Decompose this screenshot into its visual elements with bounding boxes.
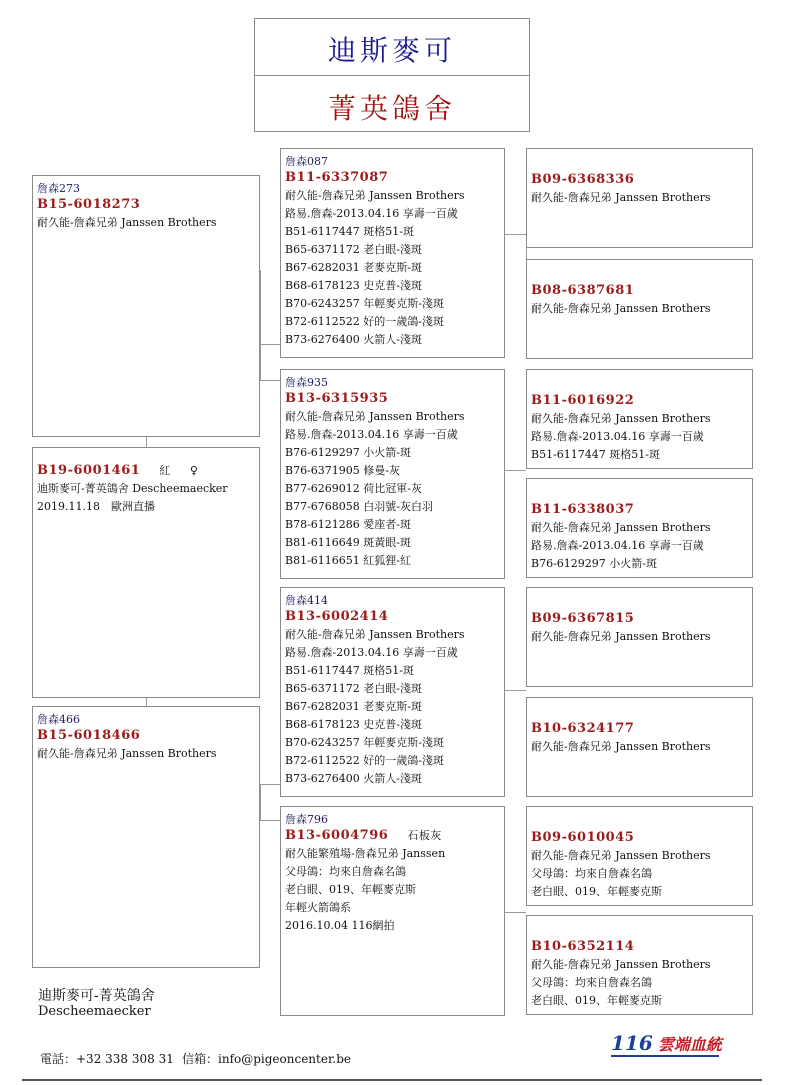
sire-label: 詹森273 bbox=[37, 182, 80, 195]
g3-line: 耐久能-詹森兄弟 Janssen Brothers bbox=[531, 958, 711, 971]
gen3-card[interactable] bbox=[526, 148, 753, 248]
g3-line: 父母鴿：均來自詹森名鴿 bbox=[531, 867, 652, 880]
g2-line: B73-6276400 火箭人-淺斑 bbox=[285, 772, 423, 785]
g2-ring: B11-6337087 bbox=[285, 170, 389, 185]
title-divider bbox=[255, 75, 529, 76]
dam-sire-card[interactable] bbox=[280, 587, 505, 797]
g3-line: B76-6129297 小火箭-斑 bbox=[531, 557, 658, 570]
connector-sire-branch-2 bbox=[260, 380, 280, 381]
gen3-card[interactable] bbox=[526, 915, 753, 1015]
dam-card[interactable] bbox=[32, 706, 260, 968]
g2-line: B81-6116649 斑黃眼-斑 bbox=[285, 536, 412, 549]
g2-line: B72-6112522 好的一歲鴿-淺斑 bbox=[285, 315, 444, 328]
female-icon: ♀ bbox=[189, 464, 199, 477]
g3-line: 耐久能-詹森兄弟 Janssen Brothers bbox=[531, 740, 711, 753]
connector-dam-branch-2 bbox=[260, 820, 280, 821]
subject-ring: B19-6001461 bbox=[37, 463, 141, 478]
g2-line: B76-6371905 修曼-灰 bbox=[285, 464, 401, 477]
g3-line: 路易.詹森-2013.04.16 享壽一百歲 bbox=[531, 430, 704, 443]
logo-number: 116 bbox=[611, 1031, 653, 1055]
g3-line: 耐久能-詹森兄弟 Janssen Brothers bbox=[531, 849, 711, 862]
g3-ring: B09-6367815 bbox=[531, 611, 635, 626]
g3-ring: B10-6324177 bbox=[531, 721, 635, 736]
connector-subject-to-dam bbox=[146, 698, 147, 706]
g3-line: 老白眼、019、年輕麥克斯 bbox=[531, 994, 662, 1007]
logo-text: 雲端血統 bbox=[657, 1035, 722, 1054]
g2-label: 詹森796 bbox=[285, 813, 328, 826]
g2-ring: B13-6002414 bbox=[285, 609, 389, 624]
subject-color: 紅 bbox=[159, 464, 171, 477]
g2-line: 耐久能繁殖場-詹森兄弟 Janssen bbox=[285, 847, 446, 860]
g2-line: 年輕火箭鴿系 bbox=[285, 901, 351, 914]
connector-g2c bbox=[504, 690, 526, 691]
g2-label: 詹森087 bbox=[285, 155, 328, 168]
subject-line: 迪斯麥可-菁英鴿舍 Descheemaecker bbox=[37, 482, 228, 495]
owner-name-en: Descheemaecker bbox=[38, 1004, 151, 1019]
owner-name: 迪斯麥可-菁英鴿舍 bbox=[38, 988, 155, 1004]
kennel-title: 迪斯麥可 bbox=[327, 34, 456, 67]
dam-label: 詹森466 bbox=[37, 713, 80, 726]
g2-line: B51-6117447 斑格51-斑 bbox=[285, 225, 414, 238]
g2-line: B51-6117447 斑格51-斑 bbox=[285, 664, 414, 677]
gen3-card[interactable] bbox=[526, 697, 753, 797]
footer-email: 信箱：info@pigeoncenter.be bbox=[182, 1052, 351, 1066]
g3-ring: B10-6352114 bbox=[531, 939, 635, 954]
g2-line: 耐久能-詹森兄弟 Janssen Brothers bbox=[285, 410, 465, 423]
g3-ring: B09-6010045 bbox=[531, 830, 635, 845]
g2-line: 路易.詹森-2013.04.16 享壽一百歲 bbox=[285, 646, 458, 659]
sire-ring: B15-6018273 bbox=[37, 197, 141, 212]
connector-dam-branch bbox=[260, 784, 280, 785]
g2-line: B70-6243257 年輕麥克斯-淺斑 bbox=[285, 736, 444, 749]
logo-underline bbox=[611, 1055, 719, 1057]
g2-label: 詹森414 bbox=[285, 594, 328, 607]
g3-line: 老白眼、019、年輕麥克斯 bbox=[531, 885, 662, 898]
connector-sire-branch-v bbox=[260, 270, 261, 380]
gen3-card[interactable] bbox=[526, 806, 753, 906]
sire-line: 耐久能-詹森兄弟 Janssen Brothers bbox=[37, 216, 217, 229]
g3-line: 耐久能-詹森兄弟 Janssen Brothers bbox=[531, 521, 711, 534]
gen3-card[interactable] bbox=[526, 369, 753, 469]
g2-line: 路易.詹森-2013.04.16 享壽一百歲 bbox=[285, 428, 458, 441]
footer-phone: 電話：+32 338 308 31 bbox=[40, 1052, 174, 1066]
sire-card[interactable] bbox=[32, 175, 260, 437]
g3-line: 耐久能-詹森兄弟 Janssen Brothers bbox=[531, 412, 711, 425]
g2-line: B68-6178123 史克普-淺斑 bbox=[285, 718, 423, 731]
logo bbox=[611, 1031, 722, 1057]
g2-line: B70-6243257 年輕麥克斯-淺斑 bbox=[285, 297, 444, 310]
g3-line: 路易.詹森-2013.04.16 享壽一百歲 bbox=[531, 539, 704, 552]
g2-line: 耐久能-詹森兄弟 Janssen Brothers bbox=[285, 628, 465, 641]
g3-line: 耐久能-詹森兄弟 Janssen Brothers bbox=[531, 191, 711, 204]
g2-line: B81-6116651 紅狐狸-紅 bbox=[285, 554, 412, 567]
connector-g2b bbox=[504, 470, 526, 471]
g2-line: 2016.10.04 116網拍 bbox=[285, 919, 395, 932]
g2-label: 詹森935 bbox=[285, 376, 328, 389]
dam-ring: B15-6018466 bbox=[37, 728, 141, 743]
g2-line: B77-6269012 荷比冠軍-灰 bbox=[285, 482, 423, 495]
connector-dam-branch-v bbox=[260, 784, 261, 820]
g2-line: B76-6129297 小火箭-斑 bbox=[285, 446, 412, 459]
g2-line: B65-6371172 老白眼-淺斑 bbox=[285, 682, 423, 695]
title-block bbox=[254, 18, 530, 132]
g3-ring: B08-6387681 bbox=[531, 283, 635, 298]
connector-sire-branch bbox=[260, 344, 280, 345]
g3-ring: B09-6368336 bbox=[531, 172, 635, 187]
loft-title: 菁英鴿舍 bbox=[327, 92, 456, 125]
g2-line: B77-6768058 白羽號-灰白羽 bbox=[285, 500, 434, 513]
g2-line: B73-6276400 火箭人-淺斑 bbox=[285, 333, 423, 346]
g3-ring: B11-6016922 bbox=[531, 393, 635, 408]
g3-line: 耐久能-詹森兄弟 Janssen Brothers bbox=[531, 302, 711, 315]
g2-line: 父母鴿：均來自詹森名鴿 bbox=[285, 865, 406, 878]
g3-line: 耐久能-詹森兄弟 Janssen Brothers bbox=[531, 630, 711, 643]
connector-g2d bbox=[504, 912, 526, 913]
sire-sire-card[interactable] bbox=[280, 148, 505, 358]
subject-card[interactable] bbox=[32, 447, 260, 698]
gen3-card[interactable] bbox=[526, 587, 753, 687]
g2-line: B65-6371172 老白眼-淺斑 bbox=[285, 243, 423, 256]
g2-line: B67-6282031 老麥克斯-斑 bbox=[285, 700, 423, 713]
g2-line: B72-6112522 好的一歲鴿-淺斑 bbox=[285, 754, 444, 767]
g3-line: B51-6117447 斑格51-斑 bbox=[531, 448, 660, 461]
g2-line: 路易.詹森-2013.04.16 享壽一百歲 bbox=[285, 207, 458, 220]
g2-line: B67-6282031 老麥克斯-斑 bbox=[285, 261, 423, 274]
gen3-card[interactable] bbox=[526, 478, 753, 578]
g2-ring: B13-6315935 bbox=[285, 391, 389, 406]
subject-line: 2019.11.18 歐洲直播 bbox=[37, 500, 155, 513]
g3-line: 父母鴿：均來自詹森名鴿 bbox=[531, 976, 652, 989]
g2-ring: B13-6004796 bbox=[285, 828, 389, 843]
dam-line: 耐久能-詹森兄弟 Janssen Brothers bbox=[37, 747, 217, 760]
g2-line: B78-6121286 愛座者-斑 bbox=[285, 518, 412, 531]
connector-sire-to-subject bbox=[146, 437, 147, 447]
g2-line: 老白眼、019、年輕麥克斯 bbox=[285, 883, 416, 896]
g2-line: B68-6178123 史克普-淺斑 bbox=[285, 279, 423, 292]
subject-ring-row bbox=[37, 462, 228, 480]
g3-ring: B11-6338037 bbox=[531, 502, 635, 517]
g2-ring-row bbox=[285, 827, 445, 845]
sire-dam-card[interactable] bbox=[280, 369, 505, 579]
g2-color: 石板灰 bbox=[407, 829, 442, 842]
gen3-card[interactable] bbox=[526, 259, 753, 359]
g2-line: 耐久能-詹森兄弟 Janssen Brothers bbox=[285, 189, 465, 202]
dam-dam-card[interactable] bbox=[280, 806, 505, 1016]
connector-g2a bbox=[504, 234, 526, 235]
footer-rule bbox=[22, 1079, 762, 1081]
